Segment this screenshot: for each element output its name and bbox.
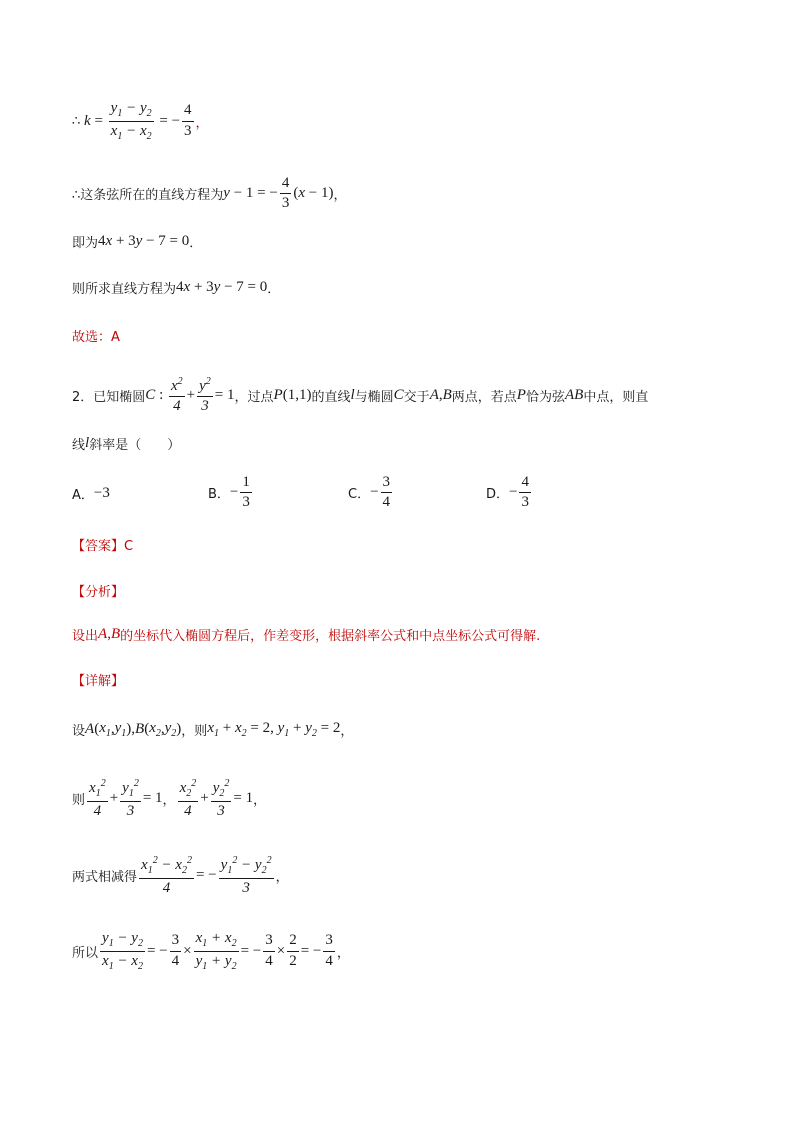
math-op: − <box>509 484 518 501</box>
punctuation: ， <box>333 188 347 204</box>
math-var: B <box>442 387 452 404</box>
math-expression: (x − 1) <box>293 185 334 202</box>
math-var: A <box>429 387 439 404</box>
math-op: = − <box>300 942 322 959</box>
analysis-header: 【分析】 <box>72 585 125 600</box>
math-fraction: $\frac{y^2}{3}$ <box>199 376 211 415</box>
text: 设出 <box>72 629 99 644</box>
text: 则所求直线方程为 <box>72 282 177 297</box>
math-op: × <box>183 942 192 959</box>
math-fraction: $\frac{y_2^2}{3}$ <box>212 778 230 819</box>
math-expression: 4x + 3y − 7 = 0 <box>176 279 268 295</box>
math-op: = <box>90 112 107 129</box>
math-op: = 1 <box>233 790 254 807</box>
math-expression: A <box>85 721 95 737</box>
text: 两点，若点 <box>451 390 517 406</box>
text: 的直线 <box>311 390 351 406</box>
math-fraction: $\frac{4}{3}$ <box>184 102 192 139</box>
math-fraction: $\frac{x_1 + x_2}{y_1 + y_2}$ <box>195 930 237 972</box>
text: 已知椭圆 <box>93 390 146 406</box>
text: 设 <box>72 724 86 739</box>
math-fraction: $\frac{3}{4}$ <box>171 932 180 969</box>
simplified-equation-line <box>72 232 202 251</box>
option-label: A． <box>72 488 94 503</box>
option-b <box>208 474 254 512</box>
punctuation: ， <box>253 793 267 809</box>
option-value: −3 <box>93 485 110 501</box>
detail-header: 【详解】 <box>72 674 125 689</box>
text: 线 <box>72 438 86 453</box>
math-op: + <box>200 790 209 807</box>
text: 则 <box>72 793 86 809</box>
math-var: l <box>85 435 90 451</box>
math-var: k <box>80 112 91 129</box>
math-var: C <box>145 387 156 404</box>
math-op: = − <box>240 942 262 959</box>
punctuation: ． <box>189 236 203 251</box>
punctuation: ， <box>162 793 176 809</box>
math-fraction: $\frac{4}{3}$ <box>281 175 290 212</box>
text: 与椭圆 <box>354 390 394 406</box>
answer-line: 【答案】C <box>72 539 134 554</box>
detail-line-1: 设 A ( $x_1$ , $y_1$ ), B ( $x_2$ , $y_2$ ) ，则 $x_1 + x_2 = 2$, $y_1 + y_2 = 2$ ， <box>72 720 354 739</box>
math-op: = − <box>195 867 217 884</box>
math-op: − <box>370 484 379 501</box>
math-var: P <box>516 387 526 404</box>
math-op: = − <box>155 112 181 129</box>
punctuation: ， <box>340 724 354 739</box>
math-op: = 1 <box>142 790 163 807</box>
math-fraction: $\frac{2}{2}$ <box>289 932 297 969</box>
math-var: B <box>110 626 121 642</box>
math-fraction: $\frac{x_1^2}{4}$ <box>89 778 106 819</box>
text: ，过点 <box>234 390 274 406</box>
math-fraction: $\frac{x_2^2}{4}$ <box>179 778 197 819</box>
math-fraction: $\frac{x_1^2 - x_2^2}{4}$ <box>141 855 192 896</box>
option-c <box>348 474 394 512</box>
math-fraction: $\frac{x^2}{4}$ <box>170 376 183 415</box>
text: 两式相减得 <box>72 870 138 886</box>
question-2-line-2 <box>72 434 180 453</box>
math-op: = − <box>146 942 168 959</box>
result-equation-line <box>72 278 280 297</box>
math-op: × <box>276 942 286 959</box>
option-label: D． <box>486 487 510 503</box>
math-var: A <box>98 626 108 642</box>
option-a <box>72 484 110 503</box>
punctuation: ， <box>195 115 209 131</box>
analysis-text <box>72 625 540 644</box>
text: ∴这条弦所在的直线方程为 <box>72 188 224 204</box>
text: 交于 <box>403 390 430 406</box>
math-op: = 1 <box>214 387 235 404</box>
math-expression: $x_1 + x_2 = 2$, $y_1 + y_2 = 2$ <box>207 720 341 739</box>
math-op: , <box>107 626 111 642</box>
math-op: , <box>438 387 443 404</box>
text: ，则 <box>181 724 208 739</box>
question-2-line-1 <box>72 376 648 416</box>
option-label: C． <box>348 487 371 503</box>
math-expression: y <box>223 185 230 202</box>
math-fraction: $\frac{1}{3}$ <box>242 474 250 511</box>
detail-line-4 <box>72 930 350 972</box>
math-fraction: $\frac{3}{4}$ <box>382 474 391 511</box>
text: 恰为弦 <box>525 390 565 406</box>
text: 中点，则直 <box>583 390 649 406</box>
math-fraction: $\frac{y_1^2}{3}$ <box>122 778 139 819</box>
math-op: : <box>155 387 167 404</box>
math-var: l <box>350 387 355 404</box>
therefore-symbol: ∴ <box>72 113 81 129</box>
math-op: − 1 = − <box>229 185 278 202</box>
math-op: − <box>229 484 239 501</box>
math-var: AB <box>564 387 584 404</box>
option-label: B． <box>208 487 230 503</box>
slope-equation-line <box>72 100 209 142</box>
option-d <box>486 474 533 512</box>
math-fraction: $\frac{y_1 - y_2}{x_1 - x_2}$ <box>102 930 143 972</box>
math-expression: 4x + 3y − 7 = 0 <box>98 233 190 249</box>
math-op: + <box>109 790 119 807</box>
math-op: + <box>186 387 196 404</box>
math-fraction: $\frac{3}{4}$ <box>325 932 333 969</box>
question-number: 2． <box>72 390 94 406</box>
text: 所以 <box>72 945 99 961</box>
punctuation: ． <box>267 282 281 297</box>
math-fraction: $\frac{3}{4}$ <box>265 932 273 969</box>
text: 斜率是（ ） <box>89 438 181 453</box>
text: 即为 <box>72 236 99 251</box>
detail-line-3 <box>72 855 289 897</box>
choice-result: 故选：A <box>72 330 120 345</box>
chord-line-equation <box>72 175 347 213</box>
math-fraction: $\frac{4}{3}$ <box>521 474 529 511</box>
math-var: C <box>393 387 404 404</box>
detail-line-2 <box>72 778 266 820</box>
punctuation: ， <box>336 945 350 961</box>
math-expression: P(1,1) <box>273 387 312 404</box>
math-fraction: $\frac{y_1^2 - y_2^2}{3}$ <box>220 855 272 896</box>
punctuation: ， <box>275 870 289 886</box>
text: 的坐标代入椭圆方程后，作差变形，根据斜率公式和中点坐标公式可得解. <box>120 629 541 644</box>
math-fraction: $\frac{y_1 - y_2}{x_1 - x_2}$ <box>110 100 152 142</box>
